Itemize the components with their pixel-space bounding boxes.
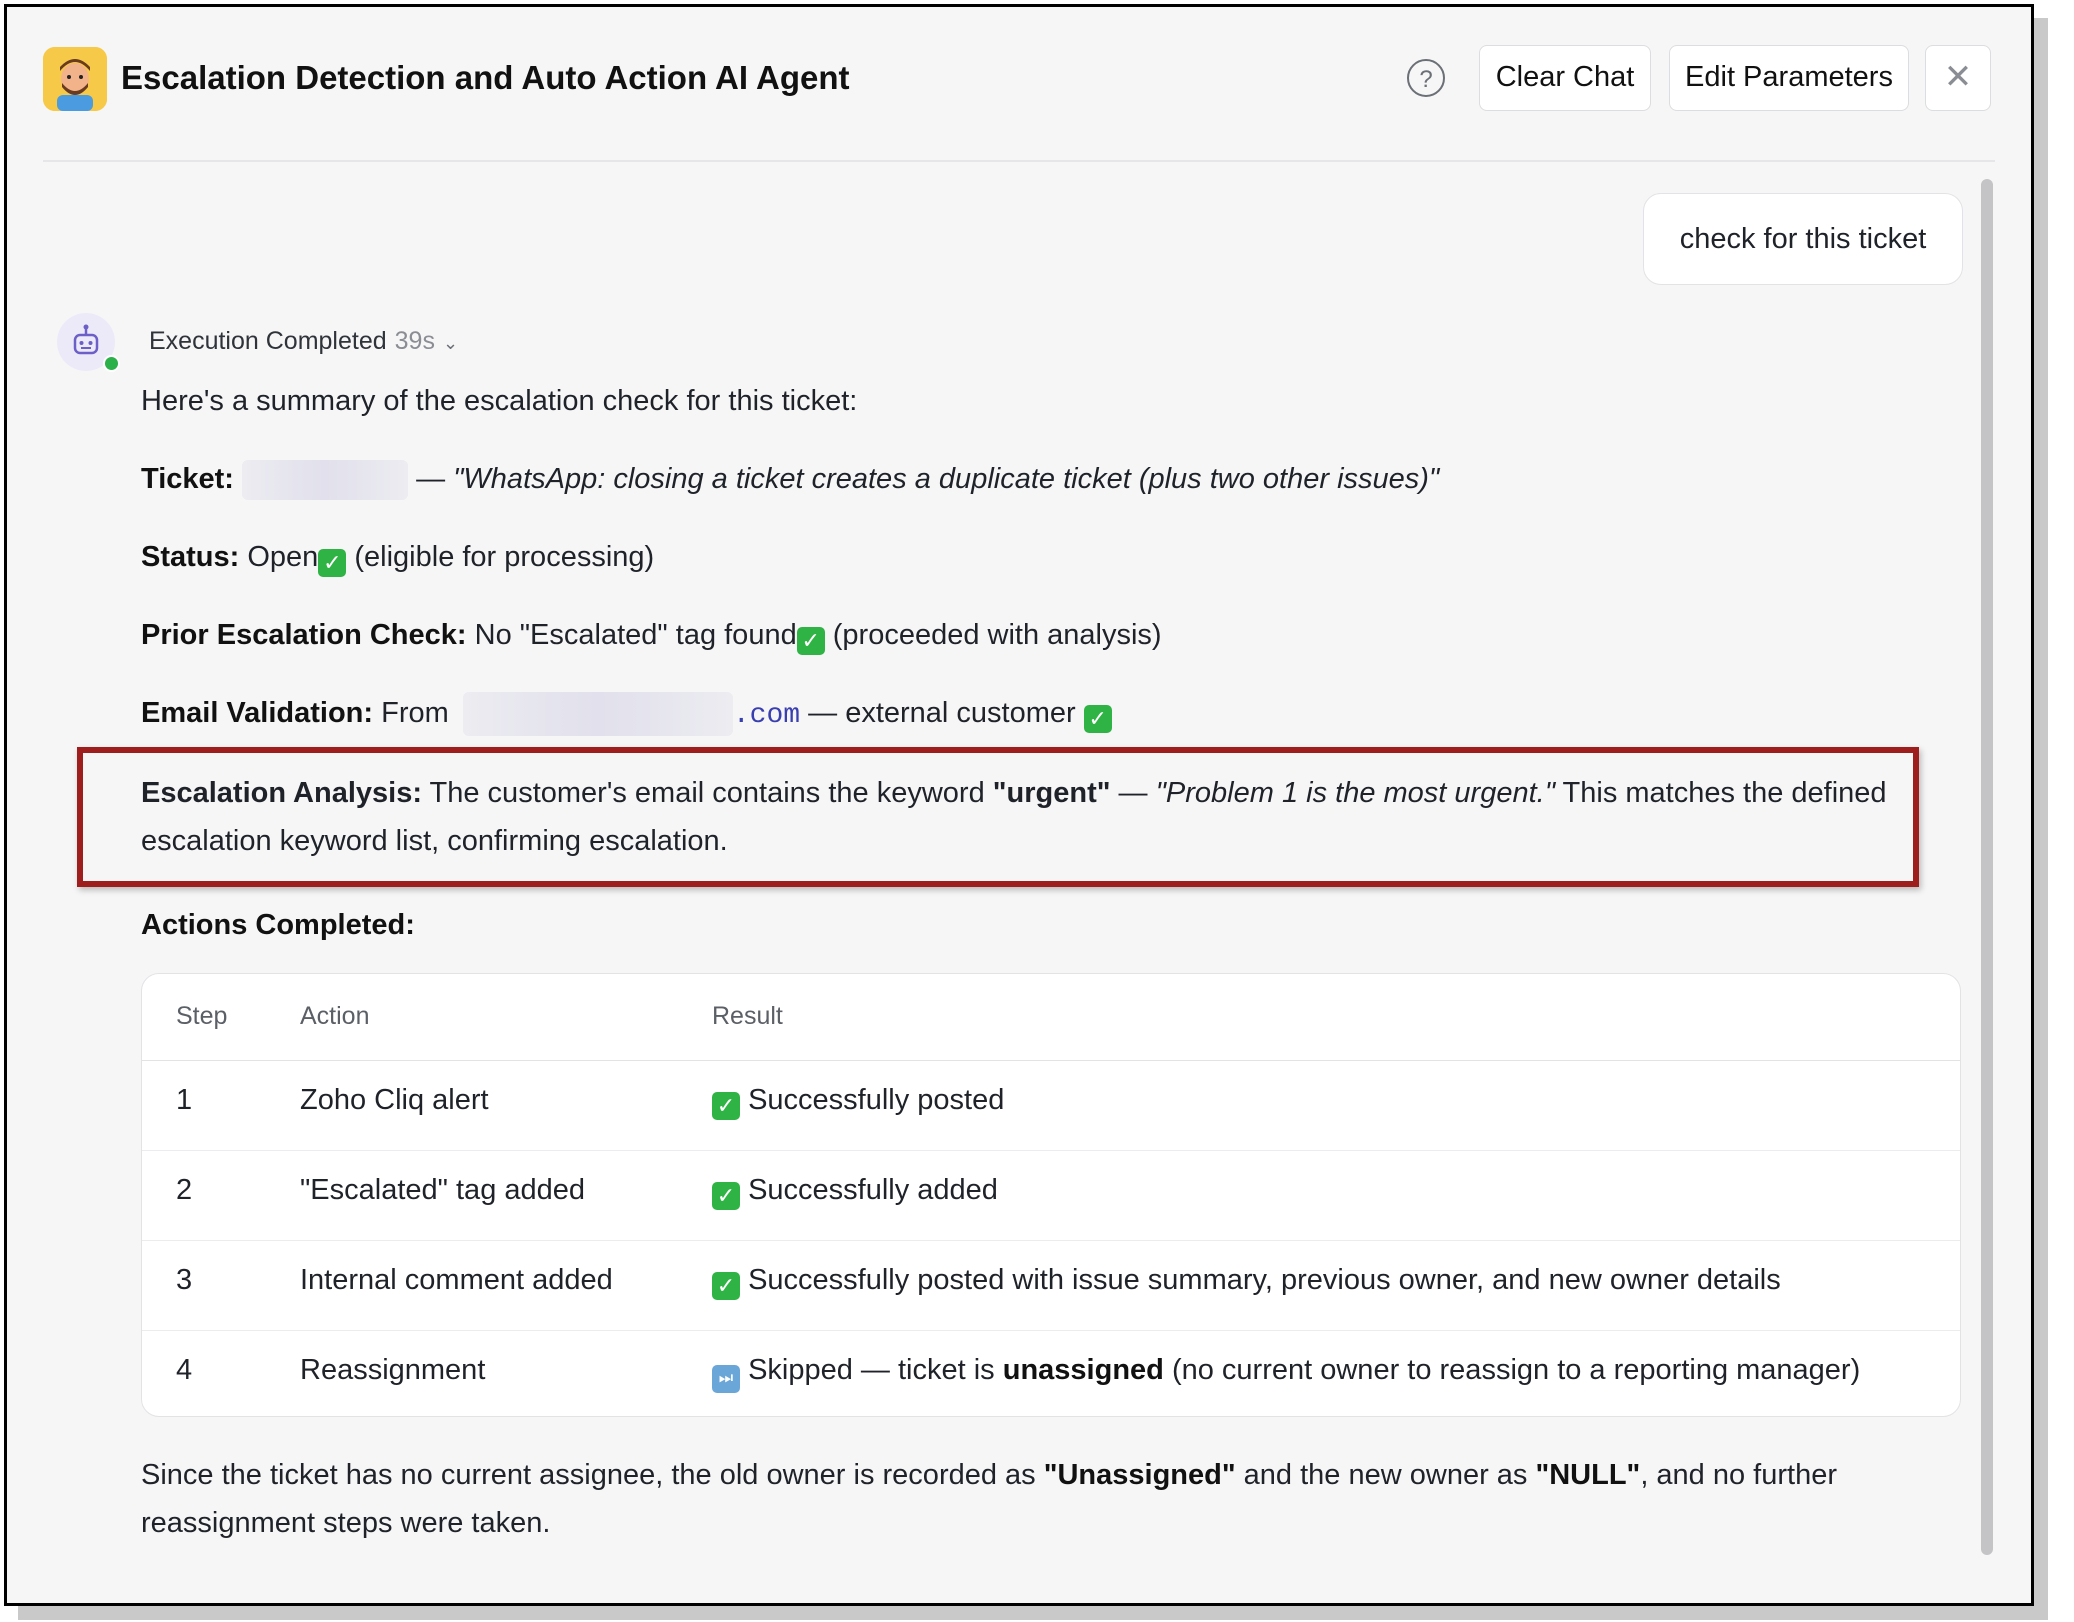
column-header-step: Step [176, 1002, 228, 1030]
redacted-email [463, 692, 733, 736]
edit-parameters-button[interactable]: Edit Parameters [1669, 45, 1909, 111]
check-icon: ✓ [797, 627, 825, 655]
action-name: Internal comment added [300, 1264, 613, 1296]
check-icon: ✓ [1084, 705, 1112, 733]
online-status-dot [103, 355, 120, 372]
check-icon: ✓ [318, 549, 346, 577]
old-owner-value: "Unassigned" [1043, 1459, 1236, 1491]
escalation-analysis-label: Escalation Analysis: [141, 777, 422, 809]
skip-forward-icon: ⏭ [712, 1365, 740, 1393]
closing-text: Since the ticket has no current assignee, the old owner is recorded as [141, 1459, 1036, 1491]
header-divider [43, 160, 1995, 162]
result-text: Skipped — ticket is [748, 1354, 995, 1386]
clear-chat-button[interactable]: Clear Chat [1479, 45, 1651, 111]
user-message-bubble: check for this ticket [1643, 193, 1963, 285]
result-text: Successfully posted with issue summary, previous owner, and new owner details [748, 1264, 1781, 1296]
action-result [712, 1174, 998, 1210]
result-emphasis: unassigned [1002, 1354, 1164, 1386]
prior-escalation-value: No "Escalated" tag found [474, 619, 797, 651]
result-text: Successfully posted [748, 1084, 1005, 1116]
action-name: "Escalated" tag added [300, 1174, 586, 1206]
table-row [142, 1330, 1960, 1417]
check-icon: ✓ [712, 1092, 740, 1120]
action-result [712, 1354, 1860, 1393]
new-owner-value: "NULL" [1535, 1459, 1641, 1491]
actions-completed-label: Actions Completed: [141, 909, 415, 941]
column-header-result: Result [712, 1002, 783, 1030]
status-value: Open [247, 541, 319, 573]
status-label: Status: [141, 541, 240, 573]
ticket-subject: "WhatsApp: closing a ticket creates a duplicate ticket (plus two other issues)" [453, 463, 1440, 495]
check-icon: ✓ [712, 1182, 740, 1210]
analysis-quote: "Problem 1 is the most urgent." [1155, 777, 1555, 809]
agent-title: Escalation Detection and Auto Action AI Agent [121, 59, 850, 96]
status-line [141, 533, 654, 581]
actions-table [141, 973, 1961, 1417]
email-validation-note: — external customer [808, 697, 1076, 729]
ticket-label: Ticket: [141, 463, 234, 495]
email-validation-line [141, 689, 1112, 740]
prior-escalation-note: (proceeded with analysis) [832, 619, 1162, 651]
actions-completed-heading [141, 901, 415, 949]
check-icon: ✓ [712, 1272, 740, 1300]
analysis-keyword: "urgent" [992, 777, 1111, 809]
action-name: Reassignment [300, 1354, 486, 1386]
step-number: 4 [176, 1354, 193, 1386]
agent-chat-window [4, 4, 2034, 1606]
column-header-action: Action [300, 1002, 370, 1030]
action-result [712, 1084, 1004, 1120]
execution-status-label: Execution Completed [149, 327, 387, 355]
ticket-line: Ticket: — "WhatsApp: closing a ticket creates a duplicate ticket (plus two other issues)" [141, 455, 1439, 503]
email-domain-suffix: .com [732, 700, 801, 731]
scrollbar-thumb[interactable] [1981, 179, 1993, 1555]
table-row [142, 1150, 1960, 1241]
execution-duration: 39s [394, 327, 435, 355]
redacted-ticket-id [242, 460, 408, 500]
prior-escalation-label: Prior Escalation Check: [141, 619, 467, 651]
analysis-conclusion: This matches the defined escalation keyword list, confirming escalation. [141, 777, 1887, 857]
closing-text: , and no further reassignment steps were taken. [141, 1459, 1837, 1539]
email-validation-label: Email Validation: [141, 697, 374, 729]
action-result [712, 1264, 1781, 1300]
closing-note [141, 1451, 1921, 1547]
execution-status-toggle[interactable] [149, 327, 458, 356]
escalation-analysis: Escalation Analysis: The customer's email contains the keyword "urgent" — "Problem 1 is the most urgent." This matches the defined escalation keyword list, confirming escalation. [141, 777, 1887, 857]
table-row [142, 1240, 1960, 1331]
table-row [142, 1060, 1960, 1151]
summary-intro: Here's a summary of the escalation check for this ticket: [141, 385, 858, 417]
analysis-text: The customer's email contains the keyword [429, 777, 985, 809]
action-name: Zoho Cliq alert [300, 1084, 489, 1116]
step-number: 3 [176, 1264, 193, 1296]
result-text: Successfully added [748, 1174, 998, 1206]
result-note: (no current owner to reassign to a reporting manager) [1171, 1354, 1861, 1386]
chevron-down-icon: ⌄ [442, 333, 459, 353]
help-icon[interactable]: ? [1407, 59, 1445, 97]
agent-avatar [43, 47, 107, 111]
close-icon[interactable]: ✕ [1925, 45, 1991, 111]
status-note: (eligible for processing) [354, 541, 655, 573]
step-number: 1 [176, 1084, 193, 1116]
prior-escalation-line [141, 611, 1162, 659]
table-header [142, 974, 1960, 1061]
step-number: 2 [176, 1174, 193, 1206]
email-from-label: From [381, 697, 449, 729]
closing-text: and the new owner as [1243, 1459, 1528, 1491]
